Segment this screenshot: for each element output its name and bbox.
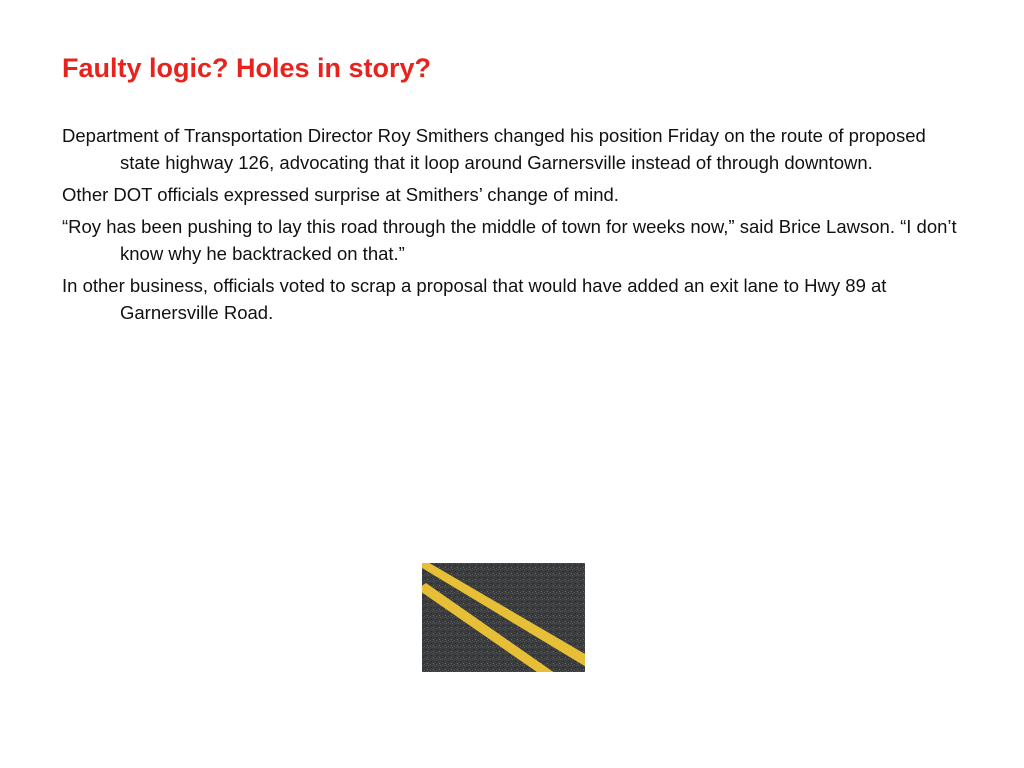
paragraph: In other business, officials voted to scrap a proposal that would have added an exit lane to Hwy 89 at Garnersville Road. bbox=[62, 275, 887, 323]
road-double-yellow-line-image bbox=[422, 563, 585, 672]
slide-body bbox=[62, 122, 967, 331]
slide-title: Faulty logic? Holes in story? bbox=[62, 53, 432, 83]
paragraph: Department of Transportation Director Roy Smithers changed his position Friday on the route of proposed state highway 126, advocating that it loop around Garnersville instead of through downtown. bbox=[62, 125, 926, 173]
paragraph: “Roy has been pushing to lay this road through the middle of town for weeks now,” said Brice Lawson. “I don’t know why he backtracked on that.” bbox=[62, 216, 957, 264]
paragraph: Other DOT officials expressed surprise at Smithers’ change of mind. bbox=[62, 184, 619, 205]
